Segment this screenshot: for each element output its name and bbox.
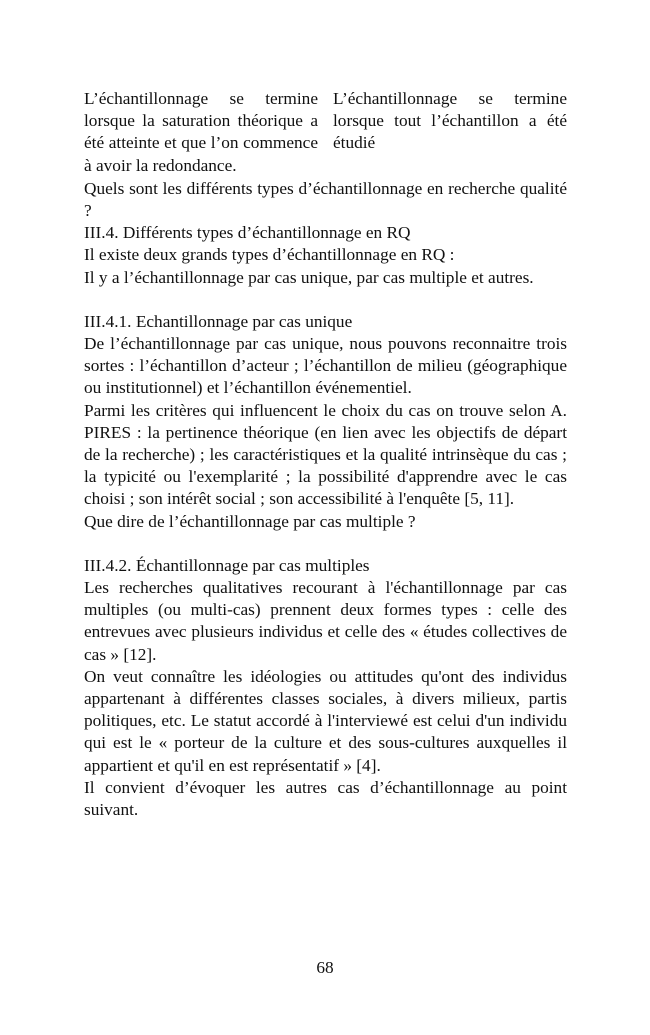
- paragraph-single-case-kinds: De l’échantillonnage par cas unique, nous pouvons reconnaitre trois sortes : l’échantillon d’acteur ; l’échantillon de milieu (géographique ou institutionnel) et l’échantillon événementiel.: [84, 334, 567, 398]
- spacer: [84, 533, 567, 555]
- table-cell-left: L’échantillonnage se termine lorsque la saturation théorique a été atteinte et que l’on commence à avoir la redondance.: [84, 89, 318, 175]
- question-multiple-case: Que dire de l’échantillonnage par cas multiple ?: [84, 511, 416, 531]
- question-types: Quels sont les différents types d’échantillonnage en recherche qualité ?: [84, 178, 567, 221]
- page-body: [84, 88, 567, 821]
- comparison-table-row: [84, 88, 567, 177]
- paragraph-multiple-cases-next: Il convient d’évoquer les autres cas d’échantillonnage au point suivant.: [84, 777, 567, 820]
- subsection-heading-single-case: III.4.1. Echantillonnage par cas unique: [84, 311, 353, 331]
- section-heading: III.4. Différents types d’échantillonnage en RQ: [84, 223, 411, 243]
- intro-line: Il existe deux grands types d’échantillonnage en RQ :: [84, 245, 455, 265]
- page-number: 68: [316, 958, 334, 977]
- intro-detail: Il y a l’échantillonnage par cas unique, par cas multiple et autres.: [84, 267, 534, 287]
- paragraph-multiple-cases-forms: Les recherches qualitatives recourant à l'échantillonnage par cas multiples (ou multi-cas) prennent deux formes types : celle des entrevues avec plusieurs individus et celle des « études collectives de cas » [12].: [84, 578, 567, 664]
- paragraph-single-case-criteria: Parmi les critères qui influencent le choix du cas on trouve selon A. PIRES : la pertinence théorique (en lien avec les objectifs de départ de la recherche) ; les caractéristiques et la qualité intrinsèque du cas ; la typicité ou l'exemplarité ; la possibilité d'apprendre avec le cas choisi ; son intérêt social ; son accessibilité à l'enquête [5, 11].: [84, 400, 567, 509]
- table-cell-right: L’échantillonnage se termine lorsque tout l’échantillon a été étudié: [333, 89, 567, 153]
- spacer: [84, 289, 567, 311]
- subsection-heading-multiple-cases: III.4.2. Échantillonnage par cas multiples: [84, 555, 370, 575]
- paragraph-multiple-cases-ideologies: On veut connaître les idéologies ou attitudes qu'ont des individus appartenant à différentes classes sociales, à divers milieux, partis politiques, etc. Le statut accordé à l'interviewé est celui d'un individu qui est le « porteur de la culture et des sous-cultures auxquelles il appartient et qu'il en est représentatif » [4].: [84, 666, 567, 775]
